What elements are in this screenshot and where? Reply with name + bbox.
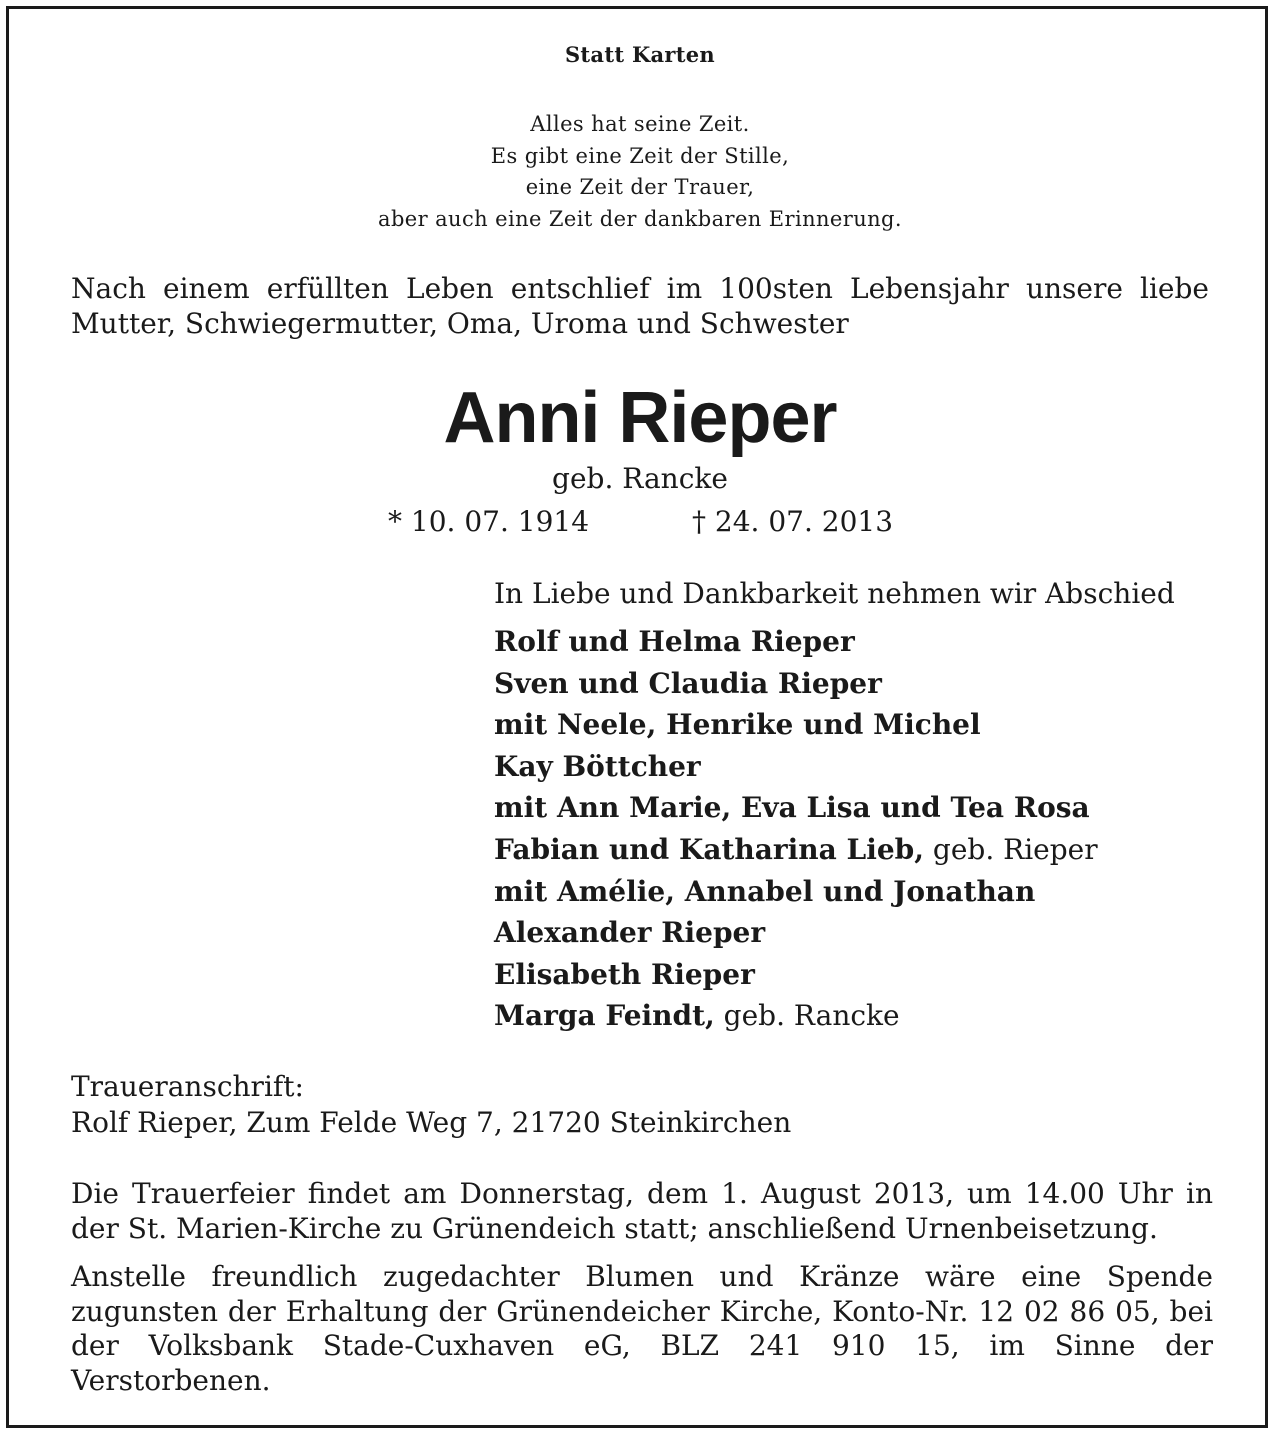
mourning-address: Rolf Rieper, Zum Felde Weg 7, 21720 Steinkirchen [71, 1106, 792, 1139]
mourner-entry [494, 954, 1098, 996]
mourner-entry [494, 871, 1098, 913]
intro-paragraph: Nach einem erfüllten Leben entschlief im 100sten Lebensjahr unsere liebe Mutter, Schwiegermutter, Oma, Uroma und Schwester [71, 272, 1209, 340]
mourner-name: Sven und Claudia Rieper [494, 666, 882, 700]
mourner-name: mit Neele, Henrike und Michel [494, 708, 981, 742]
birth-date: * 10. 07. 1914 [388, 505, 590, 538]
motto-line: Es gibt eine Zeit der Stille, [490, 143, 790, 168]
ceremony-paragraph: Die Trauerfeier findet am Donnerstag, dem 1. August 2013, um 14.00 Uhr in der St. Marien-Kirche zu Grünendeich statt; anschließend Urnenbeisetzung. [71, 1177, 1213, 1245]
mourner-entry [494, 995, 1098, 1037]
motto-line: Alles hat seine Zeit. [530, 112, 750, 136]
mourner-entry [494, 912, 1098, 954]
mourner-name: Alexander Rieper [494, 916, 766, 950]
mourner-name: mit Ann Marie, Eva Lisa und Tea Rosa [494, 791, 1090, 825]
mourner-name: Kay Böttcher [494, 749, 701, 783]
mourner-name: Elisabeth Rieper [494, 957, 755, 991]
mourner-name: mit Amélie, Annabel und Jonathan [494, 874, 1036, 908]
death-date: † 24. 07. 2013 [692, 505, 894, 538]
maiden-name: geb. Rancke [552, 462, 728, 495]
mourner-name: Rolf und Helma Rieper [494, 625, 855, 658]
mourner-name: Fabian und Katharina Lieb, [494, 832, 925, 866]
mourners-list [494, 621, 1098, 1037]
donation-paragraph: Anstelle freundlich zugedachter Blumen und Kränze wäre eine Spende zugunsten der Erhaltung der Grünendeicher Kirche, Konto-Nr. 12 02 86 05, bei der Volksbank Stade-Cuxhaven eG, BLZ 241 910 15, im Sinne der Verstorbenen. [71, 1260, 1213, 1397]
mourner-suffix: geb. Rancke [714, 999, 900, 1033]
mourner-entry [494, 746, 1098, 788]
address-label: Traueranschrift: [71, 1070, 304, 1103]
farewell-line: In Liebe und Dankbarkeit nehmen wir Abschied [494, 577, 1175, 610]
mourner-entry [494, 663, 1098, 705]
mourner-suffix: geb. Rieper [924, 832, 1098, 866]
header-statt-karten: Statt Karten [564, 42, 716, 67]
mourner-entry [494, 829, 1098, 871]
mourner-entry [494, 704, 1098, 746]
mourner-entry [494, 621, 1098, 663]
mourner-name: Marga Feindt, [494, 999, 715, 1033]
mourner-entry [494, 787, 1098, 829]
motto-verse [0, 109, 1280, 235]
deceased-name: Anni Rieper [443, 378, 837, 458]
motto-line: eine Zeit der Trauer, [525, 175, 755, 199]
motto-line: aber auch eine Zeit der dankbaren Erinnerung. [378, 206, 902, 231]
